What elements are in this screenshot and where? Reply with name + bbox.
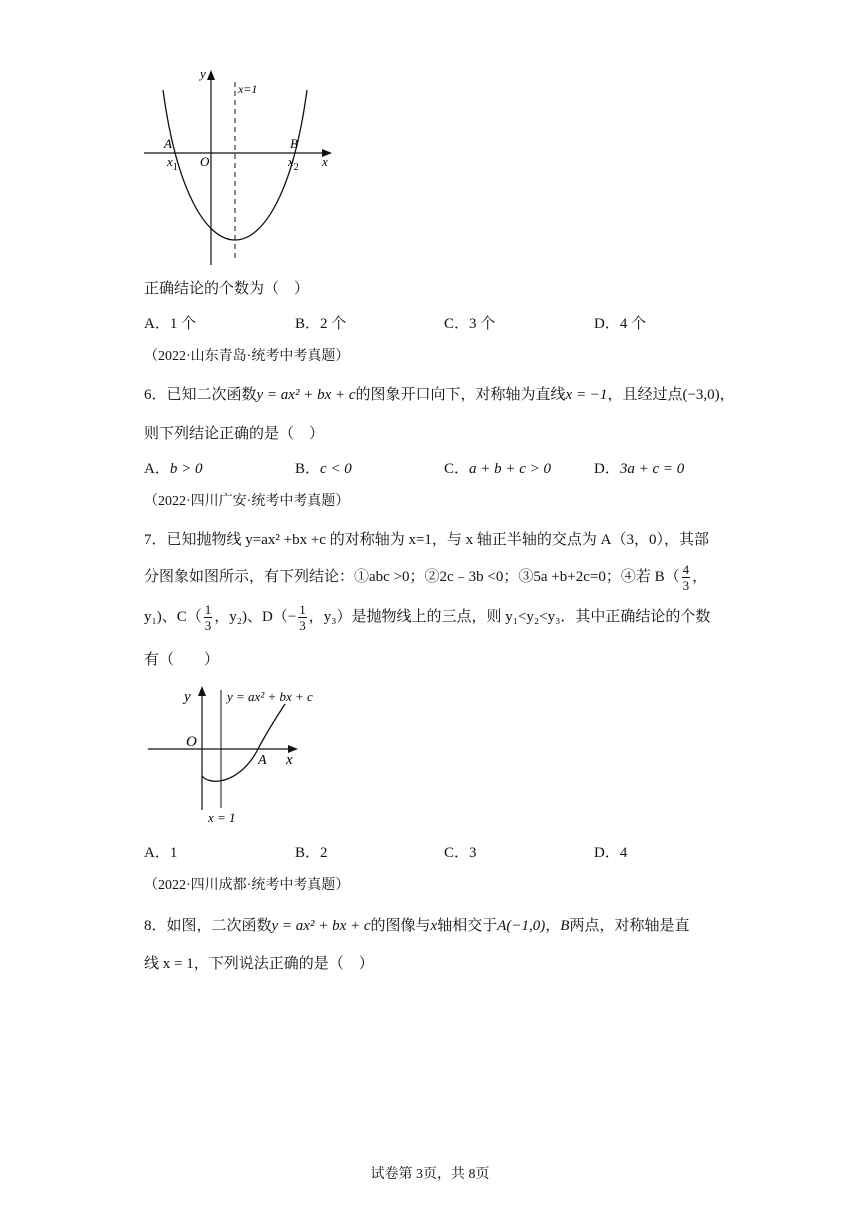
- y-axis-label: y: [184, 689, 191, 705]
- q6-line1: 6．已知二次函数y = ax² + bx + c的图象开口向下，对称轴为直线x = −1，且经过点(−3,0)，: [144, 387, 735, 403]
- q8-line1: 8．如图，二次函数y = ax² + bx + c的图像与x轴相交于A(−1,0)，B两点，对称轴是直: [144, 918, 690, 934]
- q8-func: y = ax² + bx + c: [271, 918, 371, 934]
- point-a-label: A: [164, 136, 172, 151]
- q7-line4: 有（ ）: [144, 652, 220, 668]
- q5-option-a[interactable]: A．1 个: [144, 316, 197, 332]
- q8-point-a: A(−1,0): [497, 918, 546, 934]
- figure-parabola-2: [140, 680, 340, 830]
- q6-option-a[interactable]: A．b > 0: [144, 461, 203, 477]
- q6-option-b[interactable]: B．c < 0: [295, 461, 352, 477]
- q6-line2: 则下列结论正确的是（ ）: [144, 426, 325, 442]
- q6-point: (−3,0): [682, 387, 720, 403]
- x1-label: $x_1$: [167, 154, 178, 173]
- origin-label: O: [200, 154, 210, 169]
- x-axis-label: x: [286, 752, 293, 768]
- q6-source: （2022·山东青岛·统考中考真题）: [144, 349, 350, 364]
- q7-option-a[interactable]: A．1: [144, 845, 178, 861]
- q6-func: y = ax² + bx + c: [256, 387, 356, 403]
- origin-label: O: [186, 734, 197, 750]
- q7-line2: 分图象如图所示，有下列结论：①abc >0；②2c﹣3b <0；③5a +b+2c=0；④若 B（ $\frac{4}{3}$ ，: [144, 562, 708, 593]
- q5-option-d[interactable]: D．4 个: [594, 316, 647, 332]
- parabola-curve: [202, 704, 285, 781]
- figure-parabola-1: [140, 60, 340, 270]
- y-axis-arrow-icon: [198, 686, 206, 696]
- q5-option-c[interactable]: C．3 个: [444, 316, 496, 332]
- q7-line3: y₁)、C（ $\frac{1}{3}$ ，y₂)、D（− $\frac{1}{3}$ ，y₃）是抛物线上的三点，则 y₁<y₂<y₃．其中正确结论的个数: [144, 602, 711, 633]
- y-axis-label: y: [200, 66, 206, 81]
- x-axis-label: x: [322, 154, 328, 169]
- q8-line2: 线 x = 1，下列说法正确的是（ ）: [144, 956, 374, 972]
- q7-option-c[interactable]: C．3: [444, 845, 477, 861]
- q7-source: （2022·四川广安·统考中考真题）: [144, 494, 350, 509]
- symmetry-axis-label: x = 1: [208, 810, 236, 825]
- q7-frac-c: $\frac{1}{3}$: [204, 602, 212, 633]
- q6-option-c[interactable]: C．a + b + c > 0: [444, 461, 552, 477]
- symmetry-axis-label: x=1: [238, 82, 258, 96]
- q6-option-d[interactable]: D．3a + c = 0: [594, 461, 685, 477]
- q7-option-b[interactable]: B．2: [295, 845, 328, 861]
- q7-frac-d: $\frac{1}{3}$: [299, 602, 306, 633]
- point-a-label: A: [258, 753, 267, 768]
- q6-axis-eq: x = −1: [565, 387, 608, 403]
- q7-frac-b: $\frac{4}{3}$: [682, 562, 690, 593]
- function-label: y = ax² + bx + c: [227, 689, 313, 704]
- point-b-label: B: [290, 136, 298, 151]
- q7-option-d[interactable]: D．4: [594, 845, 628, 861]
- q5-prompt: 正确结论的个数为（ ）: [144, 281, 310, 297]
- y-axis-arrow-icon: [207, 70, 215, 80]
- x2-label: $x_2$: [288, 154, 299, 173]
- q5-option-b[interactable]: B．2 个: [295, 316, 347, 332]
- q8-source: （2022·四川成都·统考中考真题）: [144, 878, 350, 893]
- page-footer: 试卷第 3页，共 8页: [370, 1167, 490, 1182]
- q7-line1: 7．已知抛物线 y=ax² +bx +c 的对称轴为 x=1，与 x 轴正半轴的交点为 A（3，0），其部: [144, 532, 709, 548]
